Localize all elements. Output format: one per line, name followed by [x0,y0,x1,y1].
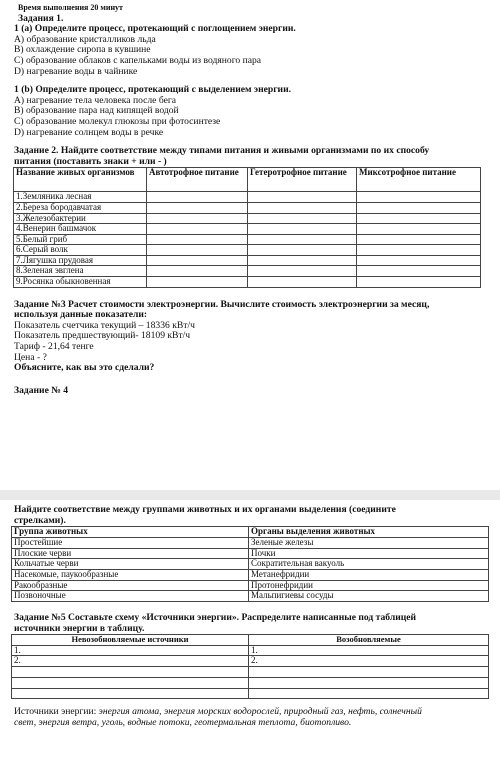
organism-name: 4.Венерин башмачок [14,224,147,235]
organism-name: 7.Лягушка прудовая [14,255,147,266]
answer-cell[interactable] [147,192,248,203]
answer-cell[interactable] [248,224,357,235]
task1a-option: D) нагревание воды в чайнике [14,65,138,77]
tariff: Тариф - 21,64 тенге [14,341,94,353]
animal-group: Позвоночные [12,591,249,602]
table-row [12,591,489,602]
organism-name: 9.Росянка обыкновенная [14,277,147,288]
excretory-organ: Почки [249,548,489,559]
answer-cell[interactable] [357,255,481,266]
meter-previous: Показатель предшествующий- 18109 кВт/ч [14,330,191,342]
excretion-table [11,526,489,602]
renewable-cell[interactable] [249,667,489,678]
task1b-option: D) нагревание солнцем воды в речке [14,126,164,138]
col-autotrophic: Автотрофное питание [147,168,248,192]
answer-cell[interactable] [357,213,481,224]
answer-cell[interactable] [357,234,481,245]
answer-cell[interactable] [147,202,248,213]
task1a-question: 1 (a) Определите процесс, протекающий с поглощением энергии. [14,23,296,35]
animal-group: Кольчатые черви [12,559,249,570]
answer-cell[interactable] [357,245,481,256]
organism-name: 2.Береза бородавчатая [14,202,147,213]
answer-cell[interactable] [248,266,357,277]
table-row [14,245,481,256]
table-row [12,548,489,559]
task1b-option: A) нагревание тела человека после бега [14,94,177,106]
task1b-option: C) образование молекул глюкозы при фотосинтезе [14,115,221,127]
table-row [14,255,481,266]
tasks-title: Задания 1. [18,12,64,24]
renewable-cell[interactable] [249,677,489,688]
excretory-organ: Мальпигиевы сосуды [249,591,489,602]
task2-title-cont: питания (поставить знаки + или - ) [14,155,167,167]
table-row [12,537,489,548]
table-row [12,569,489,580]
table-row [12,656,489,667]
table-row [12,645,489,656]
answer-cell[interactable] [147,245,248,256]
task4-title: Задание № 4 [14,384,69,396]
table-row [12,677,489,688]
organism-name: 8.Зеленая эвглена [14,266,147,277]
col-heterotrophic: Гетеротрофное питание [248,168,357,192]
renewable-cell[interactable]: 2. [249,656,489,667]
excretory-organ: Протонефридии [249,580,489,591]
task3-title: Задание №3 Расчет стоимости электроэнергии. Вычислите стоимость электроэнергии за месяц, [14,298,430,310]
worksheet-page-2 [0,500,500,777]
task5-title-cont: источники энергии в таблицу. [14,622,145,634]
task1a-option: A) образование кристалликов льда [14,33,156,45]
table-row [14,192,481,203]
table-row [12,688,489,699]
task2-title: Задание 2. Найдите соответствие между типами питания и живыми организмами по их способу [14,145,430,157]
col-excretory-organs: Органы выделения животных [249,527,489,538]
excretory-organ: Сократительная вакуоль [249,559,489,570]
nutrition-table [13,167,481,287]
answer-cell[interactable] [147,255,248,266]
table-row [12,559,489,570]
nonrenewable-cell[interactable]: 1. [12,645,249,656]
meter-current: Показатель счетчика текущий – 18336 кВт/ч [14,319,195,331]
animal-group: Плоские черви [12,548,249,559]
table-row [12,667,489,678]
task3-title-cont: используя данные показатели: [14,309,148,321]
col-renewable: Возобновляемые [249,635,489,646]
answer-cell[interactable] [147,234,248,245]
organism-name: 6.Серый волк [14,245,147,256]
task4-prompt: Найдите соответствие между группами животных и их органами выделения (соедините [14,504,396,515]
table-row [12,580,489,591]
energy-sources-label: Источники энергии: [14,706,97,718]
renewable-cell[interactable] [249,688,489,699]
energy-sources-items: энергия атома, энергия морских водорослей, природный газ, нефть, солнечный [96,706,422,718]
animal-group: Простейшие [12,537,249,548]
nonrenewable-cell[interactable]: 2. [12,656,249,667]
answer-cell[interactable] [147,277,248,288]
answer-cell[interactable] [357,224,481,235]
answer-cell[interactable] [147,224,248,235]
price: Цена - ? [14,351,47,363]
animal-group: Насекомые, паукообразные [12,569,249,580]
col-mixotrophic: Миксотрофное питание [357,168,481,192]
answer-cell[interactable] [147,266,248,277]
energy-sources-items-cont: свет, энергия ветра, уголь, водные потоки, геотермальная теплота, биотопливо. [14,716,352,728]
task1a-option: B) охлаждение сиропа в кувшине [14,44,151,56]
table-row [14,224,481,235]
answer-cell[interactable] [357,266,481,277]
excretory-organ: Метанефридии [249,569,489,580]
answer-cell[interactable] [248,213,357,224]
table-row [14,202,481,213]
table-row [14,277,481,288]
renewable-cell[interactable]: 1. [249,645,489,656]
table-row [14,234,481,245]
answer-cell[interactable] [248,192,357,203]
table-row [14,266,481,277]
animal-group: Ракообразные [12,580,249,591]
answer-cell[interactable] [248,255,357,266]
answer-cell[interactable] [248,245,357,256]
answer-cell[interactable] [147,213,248,224]
time-limit: Время выполнения 20 минут [18,3,123,12]
answer-cell[interactable] [357,277,481,288]
excretory-organ: Зеленые железы [249,537,489,548]
nonrenewable-cell[interactable] [12,688,249,699]
task1b-option: B) образование пара над кипящей водой [14,105,179,117]
answer-cell[interactable] [248,234,357,245]
table-row [14,213,481,224]
col-nonrenewable: Невозобновляемые источники [12,635,249,646]
task3-explain: Объясните, как вы это сделали? [14,362,155,374]
answer-cell[interactable] [248,202,357,213]
organism-name: 3.Железобактерии [14,213,147,224]
task5-title: Задание №5 Составьте схему «Источники энергии». Распределите написанные под таблицей [14,612,417,623]
answer-cell[interactable] [248,277,357,288]
col-organism: Название живых организмов [14,168,147,192]
energy-sources-table [11,634,489,699]
task1a-option: C) образование облаков с капельками воды из водяного пара [14,54,262,66]
organism-name: 5.Белый гриб [14,234,147,245]
task1b-question: 1 (b) Определите процесс, протекающий с выделением энергии. [14,84,292,96]
nonrenewable-cell[interactable] [12,667,249,678]
nonrenewable-cell[interactable] [12,677,249,688]
col-animal-group: Группа животных [12,527,249,538]
organism-name: 1.Земляника лесная [14,192,147,203]
answer-cell[interactable] [357,202,481,213]
task4-prompt-cont: стрелками). [14,514,66,526]
answer-cell[interactable] [357,192,481,203]
